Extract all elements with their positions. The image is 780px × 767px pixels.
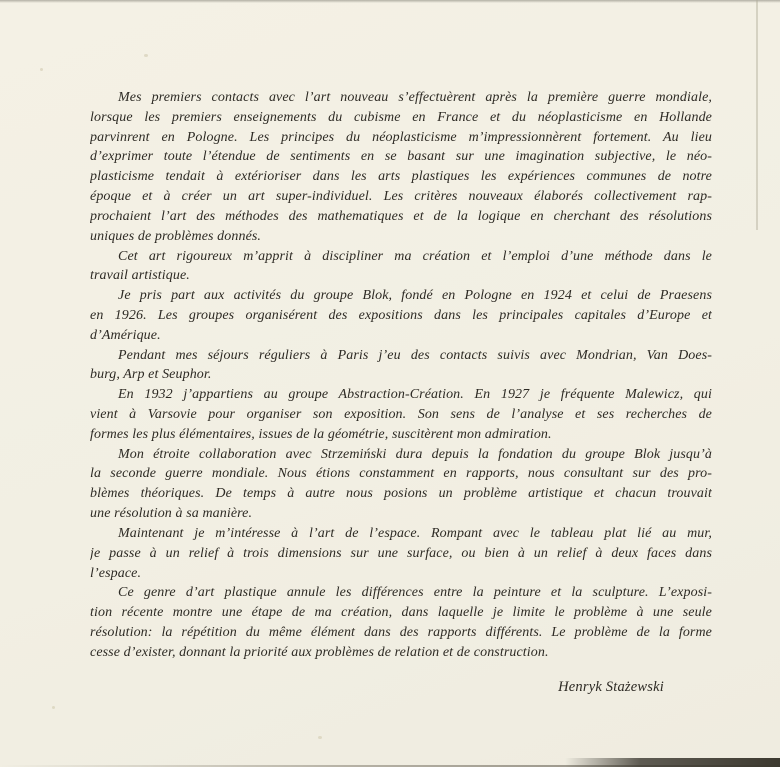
paragraph [90,286,712,345]
scan-top-edge [0,0,780,3]
paragraph [90,346,712,386]
scan-bottom-shadow [565,758,780,767]
text-line: en 1926. Les groupes organisérent des expositions dans les principales capitales d’Europe et [90,307,712,323]
text-line: une résolution à sa manière. [90,506,253,522]
text-line: d’exprimer toute l’étendue de sentiments en se basant sur une imagination subjective, le néo- [90,149,712,165]
text-line: Je pris part aux activités du groupe Blok, fondé en Pologne en 1924 et celui de Praesens [118,288,712,304]
text-line: vient à Varsovie pour organiser son exposition. Son sens de l’analyse et ses recherches de [90,407,712,422]
text-line: formes les plus élémentaires, issues de la géométrie, suscitèrent mon admiration. [90,426,552,442]
signature: Henryk Stażewski [558,679,664,695]
body-text [90,88,712,663]
text-line: Pendant mes séjours réguliers à Paris j’eu des contacts suivis avec Mondrian, Van Does- [118,347,712,363]
paper-speck [144,54,148,57]
paragraph [90,247,712,287]
paper-speck [52,706,55,709]
text-line: résolution: la répétition du même élément dans des rapports différents. Le problème de la forme [90,624,712,640]
text-line: tion récente montre une étape de ma création, dans laquelle je limite le problème à une seule [90,605,712,621]
text-line: prochaient l’art des méthodes des mathematiques et de la logique en cherchant des résolutions [90,208,712,224]
paragraph [90,445,712,524]
text-line: Mon étroite collaboration avec Strzemiński dura depuis la fondation du groupe Blok jusqu’à [118,446,712,462]
text-line: époque et à créer un art super-individuel. Les critères nouveaux élaborés collectivement rap- [90,189,712,205]
text-line: lorsque les premiers enseignements du cubisme en France et du néoplasticisme en Hollande [90,109,712,125]
text-line: travail artistique. [90,268,190,284]
paper-speck [318,736,322,739]
paragraph [90,88,712,247]
paragraph [90,385,712,444]
paper-speck [40,68,43,71]
paragraph [90,524,712,583]
text-line: d’Amérique. [90,327,161,343]
text-line: blèmes théoriques. De temps à autre nous posions un problème artistique et chacun trouvait [90,486,712,502]
text-line: Ce genre d’art plastique annule les différences entre la peinture et la sculpture. L’exposi- [118,585,712,601]
text-line: En 1932 j’appartiens au groupe Abstraction-Création. En 1927 je fréquente Malewicz, qui [118,387,712,403]
text-line: Mes premiers contacts avec l’art nouveau s’effectuèrent après la première guerre mondiale, [118,90,712,105]
paragraph [90,583,712,662]
page-fold-line [756,0,758,230]
text-line: la seconde guerre mondiale. Nous étions constamment en rapports, nous consultant sur des pro- [90,466,712,482]
text-line: cesse d’exister, donnant la priorité aux problèmes de relation et de construction. [90,644,549,660]
text-line: plasticisme tendait à extérioriser dans les arts plastiques les expériences communes de notre [90,169,712,185]
text-line: uniques de problèmes donnés. [90,228,262,244]
text-line: l’espace. [90,565,142,581]
text-line: je passe à un relief à trois dimensions sur une surface, ou bien à un relief à deux faces dans [90,545,712,561]
text-line: burg, Arp et Seuphor. [90,367,212,383]
text-line: parvinrent en Pologne. Les principes du néoplasticisme m’impressionnèrent fortement. Au lieu [90,129,712,145]
text-line: Cet art rigoureux m’apprit à discipliner ma création et l’emploi d’une méthode dans le [118,248,712,264]
text-line: Maintenant je m’intéresse à l’art de l’espace. Rompant avec le tableau plat lié au mur, [118,525,712,541]
